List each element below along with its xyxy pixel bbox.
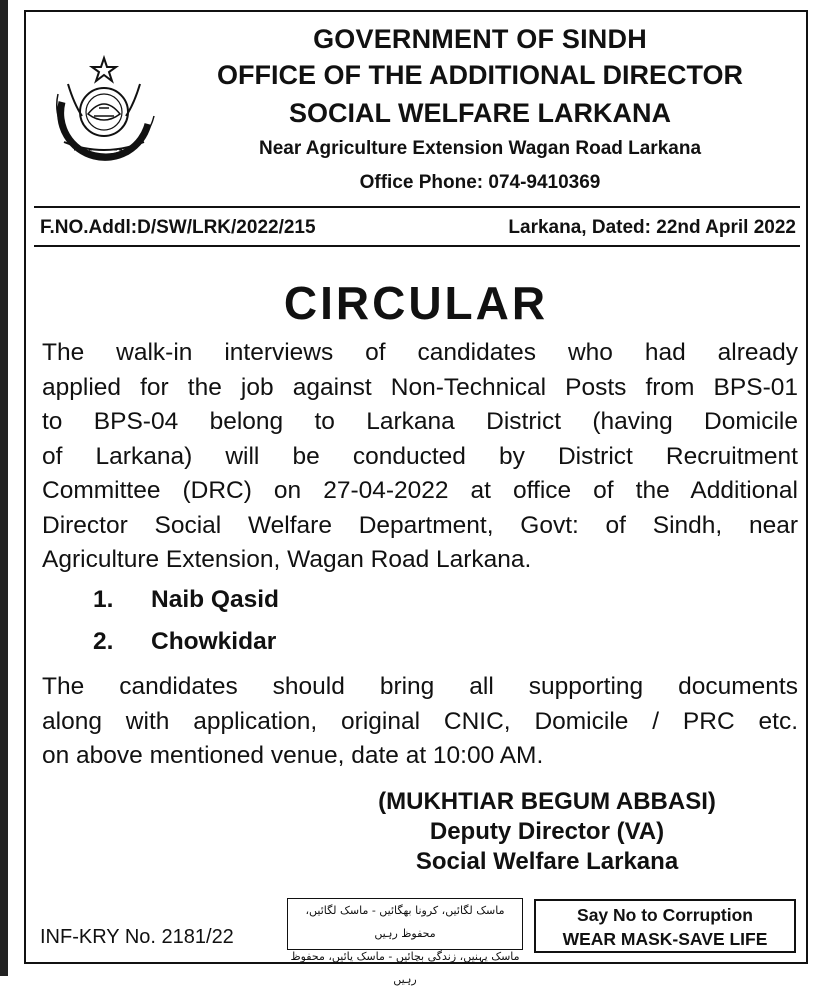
header-government: GOVERNMENT OF SINDH <box>313 24 647 54</box>
intro-line: The walk-in interviews of candidates who had already <box>42 339 798 366</box>
divider-bottom <box>34 245 800 247</box>
closing-paragraph <box>42 670 798 774</box>
post-number: 1. <box>93 586 114 613</box>
closing-line: The candidates should bring all supporting documents <box>42 673 798 700</box>
post-number: 2. <box>93 628 114 655</box>
post-item <box>93 628 276 656</box>
intro-line: applied for the job against Non-Technical Posts from BPS-01 <box>42 373 798 401</box>
sindh-government-seal-icon <box>44 54 164 174</box>
scan-edge <box>0 0 8 976</box>
inf-number: INF-KRY No. 2181/22 <box>40 926 234 948</box>
urdu-line: ماسک پہنیں، زندگی بچائیں - ماسک پائیں، محفوظ رہیں <box>290 950 520 986</box>
closing-line: along with application, original CNIC, Domicile / PRC etc. <box>42 707 798 735</box>
header-address: Near Agriculture Extension Wagan Road Larkana <box>258 138 702 159</box>
intro-line: Director Social Welfare Department, Govt: of Sindh, near <box>42 511 798 539</box>
header-department: SOCIAL WELFARE LARKANA <box>289 98 671 128</box>
slogan-box <box>534 899 796 953</box>
file-number: F.NO.Addl:D/SW/LRK/2022/215 <box>40 217 316 238</box>
urdu-mask-slogan <box>287 898 523 986</box>
post-item <box>93 586 279 614</box>
intro-line: to BPS-04 belong to Larkana District (having Domicile <box>42 408 798 435</box>
intro-line: Agriculture Extension, Wagan Road Larkana. <box>42 546 532 573</box>
intro-line: Committee (DRC) on 27-04-2022 at office of the Additional <box>42 477 798 504</box>
signatory-office: Social Welfare Larkana <box>415 848 679 875</box>
post-name: Chowkidar <box>151 628 277 655</box>
header-office: OFFICE OF THE ADDITIONAL DIRECTOR <box>217 60 743 90</box>
signatory-designation: Deputy Director (VA) <box>429 818 665 845</box>
divider-top <box>34 206 800 208</box>
circular-title: CIRCULAR <box>283 277 549 329</box>
signatory-name: (MUKHTIAR BEGUM ABBASI) <box>378 788 716 815</box>
closing-line: on above mentioned venue, date at 10:00 AM. <box>42 742 544 769</box>
intro-line: of Larkana) will be conducted by District Recruitment <box>42 442 798 470</box>
slogan-corruption: Say No to Corruption <box>577 905 753 925</box>
header-phone: Office Phone: 074-9410369 <box>359 172 601 193</box>
date-line: Larkana, Dated: 22nd April 2022 <box>508 217 796 238</box>
urdu-line: ماسک لگائیں، کرونا بھگائیں - ماسک لگائیں، محفوظ رہیں <box>305 904 505 940</box>
post-name: Naib Qasid <box>151 586 279 613</box>
intro-paragraph <box>42 336 798 578</box>
slogan-mask: WEAR MASK-SAVE LIFE <box>562 929 768 949</box>
